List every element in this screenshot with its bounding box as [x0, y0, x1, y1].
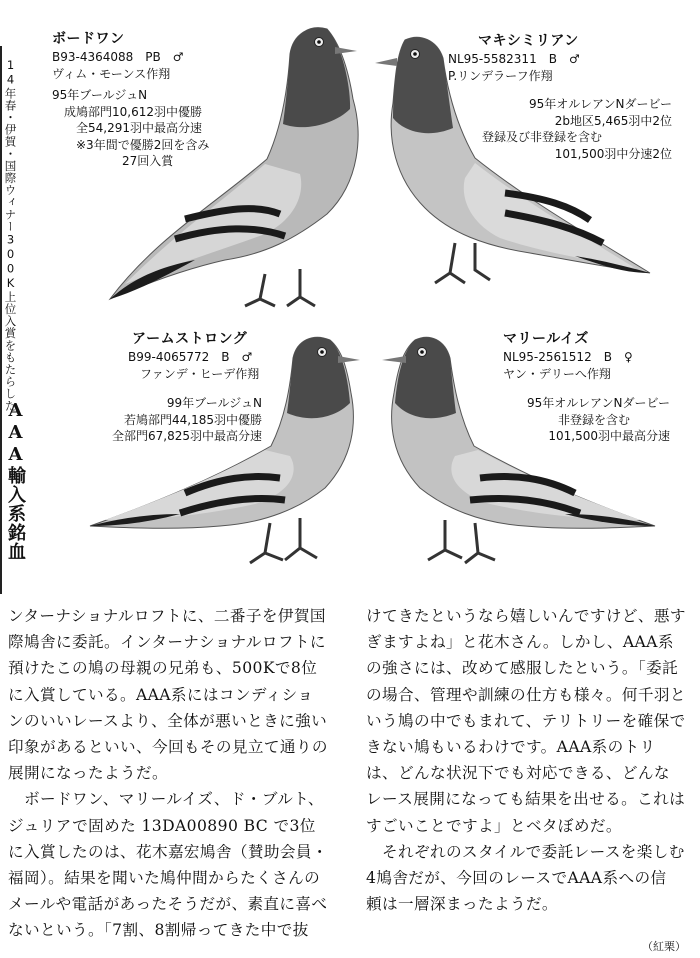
- article-line: 頼は一層深まったようだ。: [366, 895, 558, 914]
- article-line: レース展開になっても結果を出せる。これは: [366, 790, 686, 809]
- article-line: 福岡）。結果を聞いた鳩仲間からたくさんの: [8, 869, 321, 888]
- sidebar-title: AAA輸入系銘血: [5, 400, 26, 561]
- article-column-left: [8, 603, 328, 944]
- article-line: の場合、管理や訓練の仕方も様々。何千羽と: [366, 685, 686, 704]
- article-line: は、どんな状況下でも対応できる、どんな: [366, 764, 670, 783]
- article-line: きない鳩もいるわけです。AAA系のトリ: [366, 738, 656, 757]
- article-line: いう鳩の中でもまれて、テリトリーを確保で: [366, 711, 686, 730]
- article-line: ンのいいレースより、全体が悪いときに強い: [8, 711, 328, 730]
- result-line: 101,500羽中最高分速: [548, 429, 670, 443]
- result-line: 99年ブールジュN: [166, 396, 262, 410]
- ring-number: B99-4065772 B ♂: [128, 350, 253, 364]
- breeder: P.リンデラーフ作翔: [448, 68, 553, 83]
- article-line: に入賞したのは、花木嘉宏鳩舎（賛助会員・: [8, 842, 328, 861]
- sidebar-headline: 14年春・伊賀・国際ウィナー300K上位入賞をもたらした: [3, 58, 18, 412]
- pigeon-name: アームストロング: [132, 331, 248, 347]
- article-line: 際鳩舎に委託。インターナショナルロフトに: [8, 633, 326, 652]
- caption-baudouin: [52, 30, 209, 170]
- results: [52, 87, 209, 170]
- article-line: それぞれのスタイルで委託レースを楽しむ: [366, 842, 685, 861]
- caption-marie-louise: [503, 330, 633, 382]
- results-maximilian: [482, 96, 672, 162]
- article-line: 印象があるといい、今回もその見立て通りの: [8, 738, 328, 757]
- article-line: に入賞している。AAA系にはコンディショ: [8, 685, 314, 704]
- article-line: ジュリアで固めた 13DA00890 BC で3位: [8, 816, 316, 835]
- article-line: すごいことですよ」とベタぼめだ。: [366, 816, 622, 835]
- result-line: 2b地区5,465羽中2位: [554, 113, 672, 128]
- ring-number: NL95-5582311 B ♂: [448, 52, 580, 66]
- article-line: メールや電話があったそうだが、素直に喜べ: [8, 895, 328, 914]
- article-line: けてきたというなら嬉しいんですけど、悪す: [366, 607, 686, 625]
- breeder: ファンデ・ヒーデ作翔: [140, 366, 260, 381]
- results-marie-louise: [527, 395, 670, 445]
- article-line: 預けたこの鳩の母親の兄弟も、500Kで8位: [8, 659, 318, 678]
- result-line: 全54,291羽中最高分速: [76, 121, 202, 135]
- results-armstrong: [112, 395, 262, 445]
- article-line: ないという。「7割、8割帰ってきた中で抜: [8, 921, 309, 940]
- result-line: 95年ブールジュN: [52, 88, 148, 102]
- caption-maximilian: [448, 32, 580, 84]
- result-line: 成鳩部門10,612羽中優勝: [64, 104, 202, 119]
- author-credit: （紅栗）: [642, 940, 686, 953]
- result-line: 若鳩部門44,185羽中優勝: [124, 412, 262, 427]
- ring-number: B93-4364088 PB ♂: [52, 50, 184, 64]
- result-line: 95年オルレアンNダービー: [527, 396, 670, 410]
- breeder: ヤン・デリーへ作翔: [503, 366, 611, 381]
- result-line: ※3年間で優勝2回を含み: [76, 137, 210, 152]
- article-line: の強さには、改めて感服したという。「委託: [366, 659, 679, 678]
- result-line: 95年オルレアンNダービー: [529, 97, 672, 111]
- article-column-right: [366, 603, 686, 917]
- ring-number: NL95-2561512 B ♀: [503, 350, 633, 364]
- result-line: 非登録を含む: [557, 412, 630, 427]
- pigeon-name: マキシミリアン: [478, 33, 579, 49]
- breeder: ヴィム・モーンス作翔: [52, 66, 171, 81]
- article-line: 4鳩舎だが、今回のレースでAAA系への信: [366, 869, 667, 888]
- caption-armstrong: [100, 330, 259, 382]
- result-line: 27回入賞: [122, 154, 174, 168]
- pigeon-name: ボードワン: [52, 31, 125, 47]
- article-line: ンターナショナルロフトに、二番子を伊賀国: [8, 607, 326, 625]
- result-line: 全部門67,825羽中最高分速: [112, 429, 262, 443]
- result-line: 登録及び非登録を含む: [481, 130, 602, 144]
- result-line: 101,500羽中分速2位: [554, 146, 672, 161]
- article-line: ボードワン、マリールイズ、ド・ブルト、: [8, 790, 324, 809]
- article-line: 展開になったようだ。: [8, 764, 168, 783]
- article-line: ぎますよね」と花木さん。しかし、AAA系: [366, 633, 674, 652]
- pigeon-name: マリールイズ: [503, 331, 589, 347]
